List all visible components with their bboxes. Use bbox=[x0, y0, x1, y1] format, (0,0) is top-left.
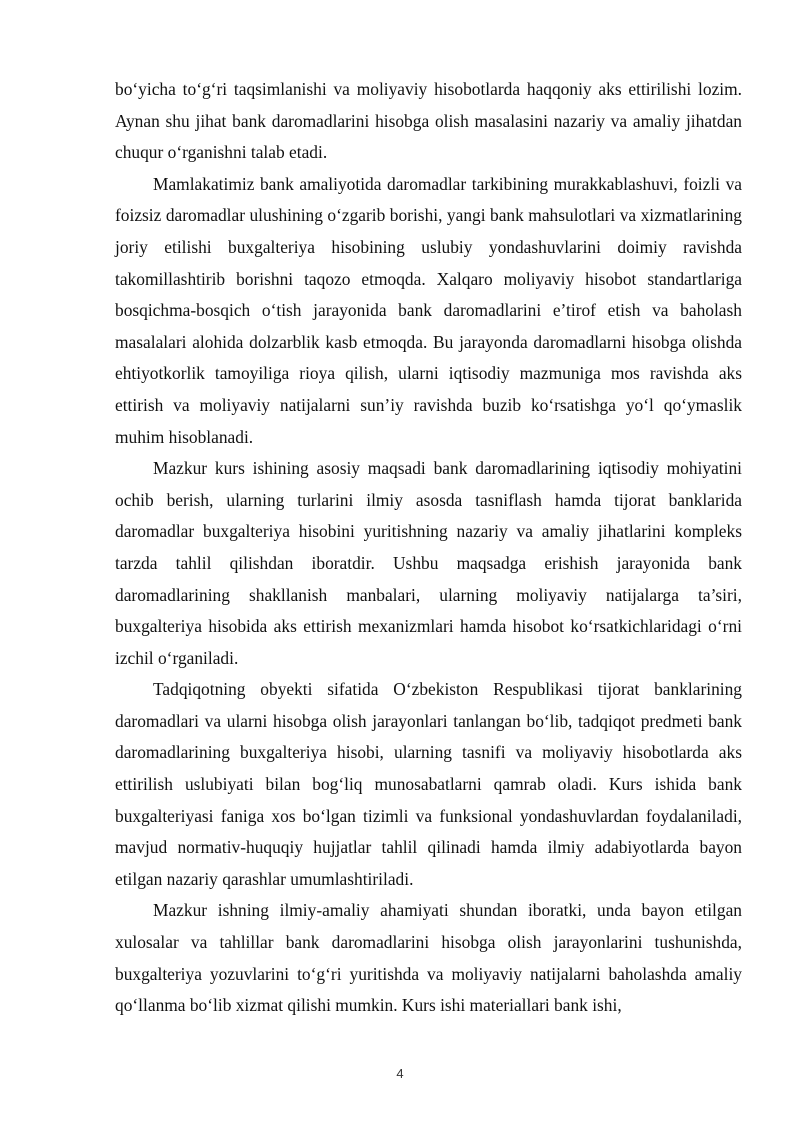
paragraph-goal: Mazkur kurs ishining asosiy maqsadi bank daromadlarining iqtisodiy mohiyatini ochib berish, ularning turlarini ilmiy asosda tasniflash hamda tijorat banklarida daromadlar buxgalteriya hisobini yuritishning nazariy va amaliy jihatlarini kompleks tarzda tahlil qilishdan iboratdir. Ushbu maqsadga erishish jarayonida bank daromadlarining shakllanish manbalari, ularning moliyaviy natijalarga ta’siri, buxgalteriya hisobida aks ettirish mexanizmlari hamda hisobot ko‘rsatkichlaridagi o‘rni izchil o‘rganiladi. bbox=[115, 458, 742, 668]
paragraph-context: Mamlakatimiz bank amaliyotida daromadlar tarkibining murakkablashuvi, foizli va foizsiz daromadlar ulushining o‘zgarib borishi, yangi bank mahsulotlari va xizmatlarining joriy etilishi buxgalteriya hisobining uslubiy yondashuvlarini doimiy ravishda takomillashtirib borishni taqozo etmoqda. Xalqaro moliyaviy hisobot standartlariga bosqichma-bosqich o‘tish jarayonida bank daromadlarini e’tirof etish va baholash masalalari alohida dolzarblik kasb etmoqda. Bu jarayonda daromadlarni hisobga olishda ehtiyotkorlik tamoyiliga rioya qilish, ularni iqtisodiy mazmuniga mos ravishda aks ettirish va moliyaviy natijalarni sun’iy ravishda buzib ko‘rsatishga yo‘l qo‘ymaslik muhim hisoblanadi. bbox=[115, 173, 742, 447]
document-page bbox=[115, 74, 742, 1022]
page-number: 4 bbox=[396, 1066, 404, 1081]
paragraph-continuation: bo‘yicha to‘g‘ri taqsimlanishi va moliyaviy hisobotlarda haqqoniy aks ettirilishi lozim. Aynan shu jihat bank daromadlarini hisobga olish masalasini nazariy va amaliy jihatdan chuqur o‘rganishni talab etadi. bbox=[115, 79, 742, 163]
paragraph-significance: Mazkur ishning ilmiy-amaliy ahamiyati shundan iboratki, unda bayon etilgan xulosalar va tahlillar bank daromadlarini hisobga olish jarayonlarini tushunishda, buxgalteriya yozuvlarini to‘g‘ri yuritishda va moliyaviy natijalarni baholashda amaliy qo‘llanma bo‘lib xizmat qilishi mumkin. Kurs ishi materiallari bank ishi, bbox=[115, 900, 742, 1016]
paragraph-object-subject: Tadqiqotning obyekti sifatida O‘zbekiston Respublikasi tijorat banklarining daromadlari va ularni hisobga olish jarayonlari tanlangan bo‘lib, tadqiqot predmeti bank daromadlarining buxgalteriya hisobi, ularning tasnifi va moliyaviy hisobotlarda aks ettirilish uslubiyati bilan bog‘liq munosabatlarni qamrab oladi. Kurs ishida bank buxgalteriyasi faniga xos bo‘lgan tizimli va funksional yondashuvlardan foydalaniladi, mavjud normativ-huquqiy hujjatlar tahlil qilinadi hamda ilmiy adabiyotlarda bayon etilgan nazariy qarashlar umumlashtiriladi. bbox=[115, 679, 742, 889]
